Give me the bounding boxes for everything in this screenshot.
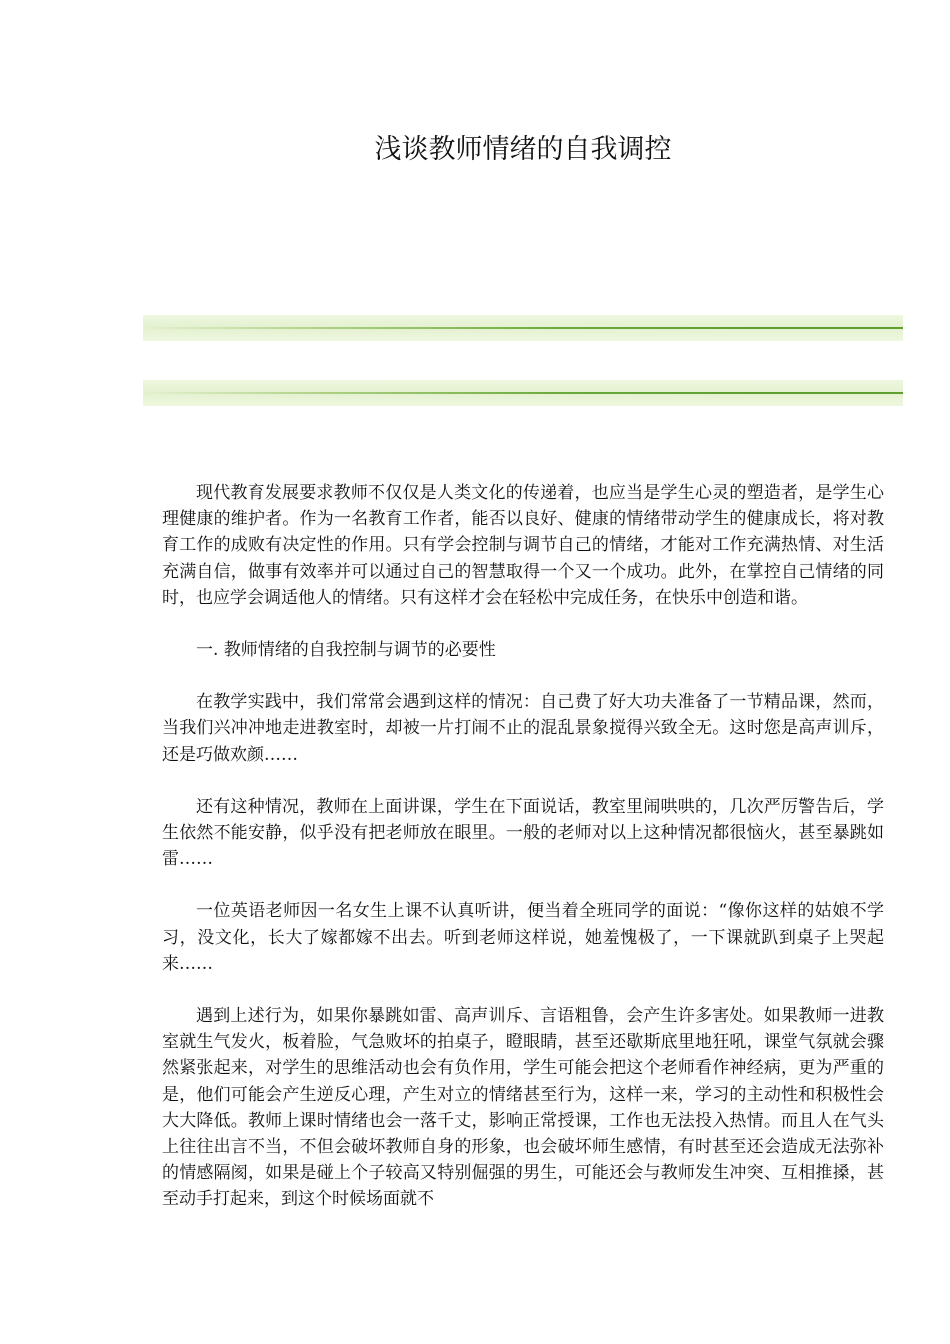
paragraph-scenario-1: 在教学实践中，我们常常会遇到这样的情况：自己费了好大功夫准备了一节精品课，然而，当我们兴冲冲地走进教室时，却被一片打闹不止的混乱景象搅得兴致全无。这时您是高声训斥，还是巧做欢颜…… [162, 692, 884, 765]
paragraph-consequences: 遇到上述行为，如果你暴跳如雷、高声训斥、言语粗鲁，会产生许多害处。如果教师一进教室就生气发火，板着脸，气急败坏的拍桌子，瞪眼睛，甚至还歇斯底里地狂吼，课堂气氛就会骤然紧张起来，对学生的思维活动也会有负作用，学生可能会把这个老师看作神经病，更为严重的是，他们可能会产生逆反心理，产生对立的情绪甚至行为，这样一来，学习的主动性和积极性会大大降低。教师上课时情绪也会一落千丈，影响正常授课，工作也无法投入热情。而且人在气头上往往出言不当，不但会破坏教师自身的形象，也会破坏师生感情，有时甚至还会造成无法弥补的情感隔阂，如果是碰上个子较高又特别倔强的男生，可能还会与教师发生冲突、互相推搡，甚至动手打起来，到这个时候场面就不 [162, 1006, 884, 1210]
decorative-green-line [143, 327, 903, 329]
decorative-green-band-top [143, 315, 903, 341]
paragraph-scenario-2: 还有这种情况，教师在上面讲课，学生在下面说话，教室里闹哄哄的，几次严厉警告后，学生依然不能安静，似乎没有把老师放在眼里。一般的老师对以上这种情况都很恼火，甚至暴跳如雷…… [162, 796, 884, 870]
paragraph-scenario-3: 一位英语老师因一名女生上课不认真听讲，便当着全班同学的面说：“像你这样的姑娘不学习，没文化，长大了嫁都嫁不出去。听到老师这样说，她羞愧极了，一下课就趴到桌子上哭起来…… [162, 901, 884, 974]
document-title: 浅谈教师情绪的自我调控 [374, 134, 672, 165]
decorative-green-line [143, 392, 903, 394]
paragraph-intro: 现代教育发展要求教师不仅仅是人类文化的传递着，也应当是学生心灵的塑造者，是学生心理健康的维护者。作为一名教育工作者，能否以良好、健康的情绪带动学生的健康成长，将对教育工作的成败有决定性的作用。只有学会控制与调节自己的情绪，才能对工作充满热情、对生活充满自信，做事有效率并可以通过自己的智慧取得一个又一个成功。此外，在掌控自己情绪的同时，也应学会调适他人的情绪。只有这样才会在轻松中完成任务，在快乐中创造和谐。 [162, 483, 884, 608]
section-heading: 一. 教师情绪的自我控制与调节的必要性 [196, 640, 496, 661]
document-body [162, 480, 884, 1213]
decorative-green-band-bottom [143, 380, 903, 406]
